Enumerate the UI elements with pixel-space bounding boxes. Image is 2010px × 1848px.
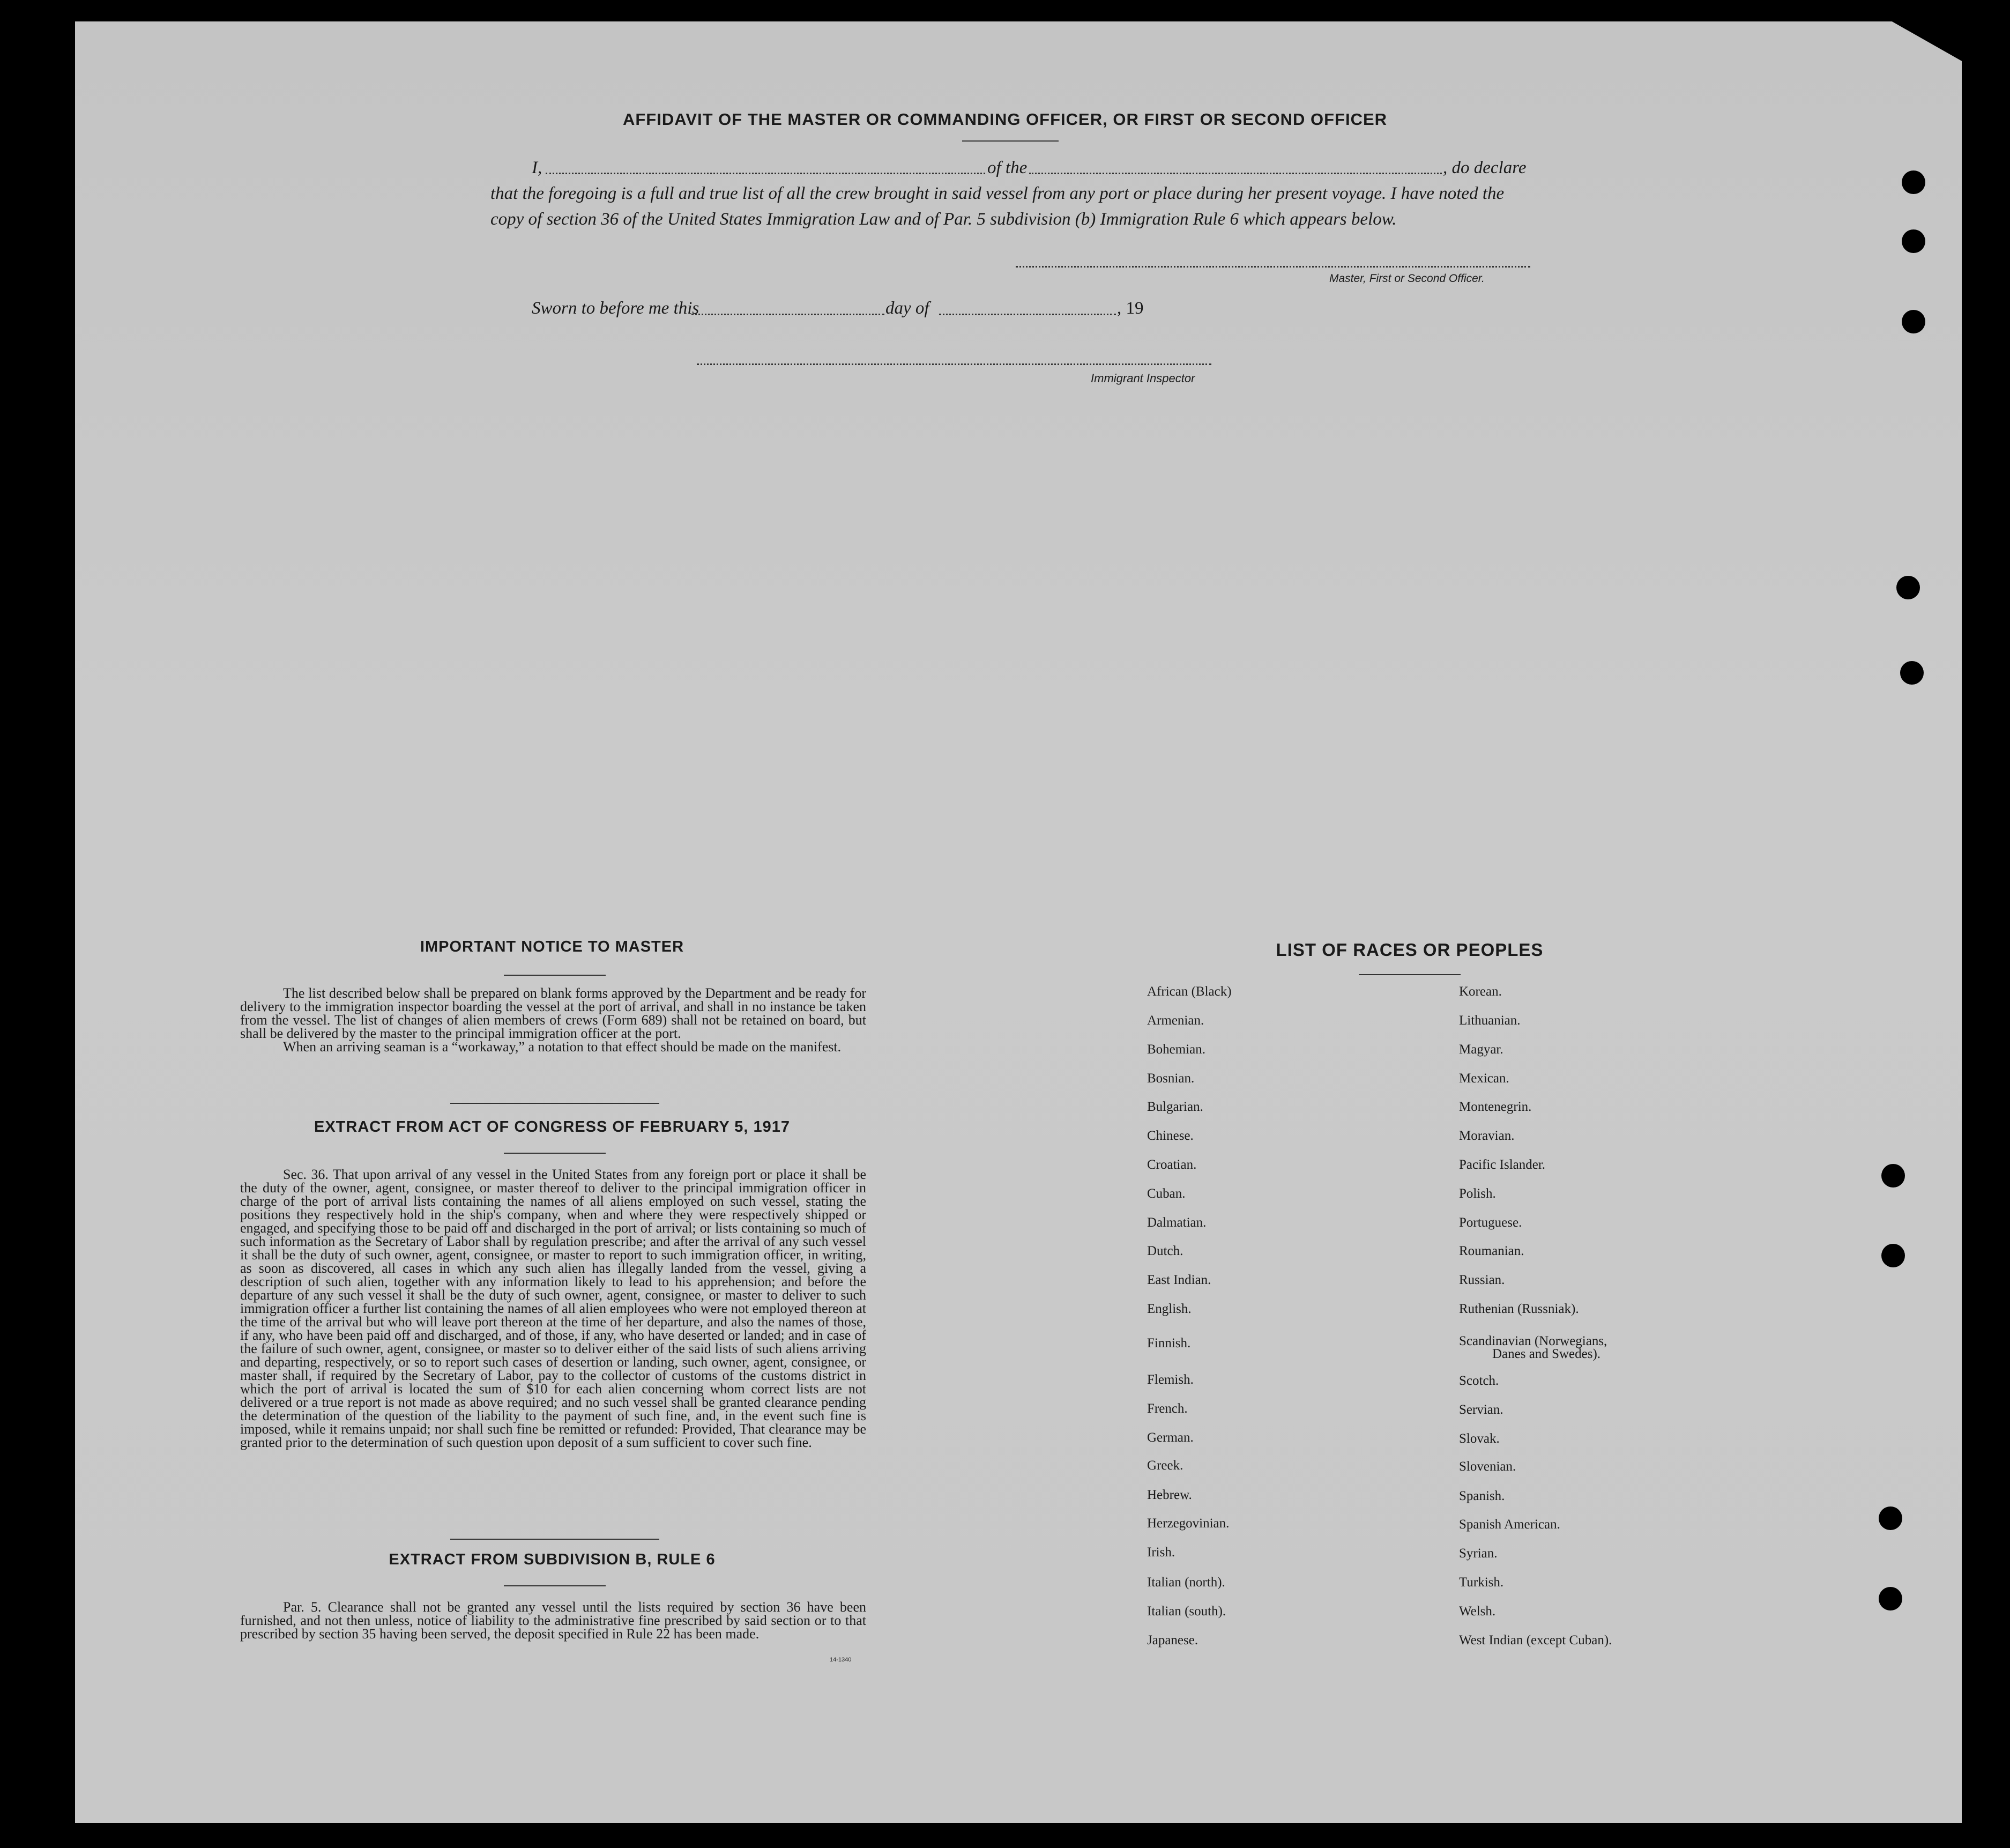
- title-divider: [962, 140, 1059, 142]
- race-item: Spanish.: [1459, 1489, 1505, 1503]
- inspector-signature-field[interactable]: [697, 363, 1211, 365]
- race-item: Dalmatian.: [1147, 1215, 1207, 1230]
- race-item: Herzegovinian.: [1147, 1516, 1230, 1531]
- affidavit-title: AFFIDAVIT OF THE MASTER OR COMMANDING OFFICER, OR FIRST OR SECOND OFFICER: [622, 110, 1388, 129]
- race-item: Slovenian.: [1459, 1459, 1516, 1474]
- race-item: Bohemian.: [1147, 1042, 1206, 1057]
- binder-hole: [1879, 1506, 1902, 1530]
- races-divider: [1359, 974, 1461, 975]
- race-item: Roumanian.: [1459, 1244, 1524, 1258]
- race-item: Chinese.: [1147, 1129, 1194, 1143]
- act-extract-title: EXTRACT FROM ACT OF CONGRESS OF FEBRUARY 5, 1917: [314, 1118, 791, 1135]
- race-item: Pacific Islander.: [1459, 1157, 1546, 1172]
- notice-divider: [504, 975, 606, 976]
- declare-text: , do declare: [1443, 158, 1527, 177]
- declarant-name-field[interactable]: [546, 173, 985, 174]
- race-item: Portuguese.: [1459, 1215, 1522, 1230]
- race-item: Moravian.: [1459, 1129, 1515, 1143]
- race-item: Armenian.: [1147, 1013, 1204, 1028]
- affidavit-line-2: that the foregoing is a full and true list of all the crew brought in said vessel from any port or place during her present voyage. I have noted the: [490, 184, 1505, 203]
- race-item: Italian (north).: [1147, 1575, 1225, 1590]
- race-item: Mexican.: [1459, 1071, 1509, 1086]
- race-item: Japanese.: [1147, 1633, 1198, 1647]
- race-item: Bosnian.: [1147, 1071, 1195, 1086]
- master-signature-label: Master, First or Second Officer.: [1329, 272, 1485, 285]
- race-item: Polish.: [1459, 1186, 1496, 1201]
- race-item: Croatian.: [1147, 1157, 1197, 1172]
- race-item: Turkish.: [1459, 1575, 1504, 1590]
- sworn-prefix: Sworn to before me this: [532, 299, 699, 318]
- rule-extract-text: [240, 1600, 866, 1641]
- sworn-month-field[interactable]: [939, 314, 1116, 315]
- notice-text: [240, 986, 866, 1053]
- race-item: Greek.: [1147, 1458, 1183, 1473]
- race-item: Syrian.: [1459, 1546, 1498, 1561]
- race-item: Russian.: [1459, 1273, 1505, 1287]
- binder-hole: [1902, 170, 1925, 194]
- race-item: Italian (south).: [1147, 1604, 1226, 1619]
- binder-hole: [1881, 1164, 1905, 1188]
- race-item: German.: [1147, 1430, 1194, 1445]
- sworn-day-of: day of: [885, 299, 929, 318]
- notice-paragraph-1: The list described below shall be prepared on blank forms approved by the Department and be ready for delivery to the immigration inspector boarding the vessel at the port of arrival, and shall in no instance be taken from the vessel. The list of changes of alien members of crews (Form 689) shall not be retained on board, but shall be delivered by the master to the principal immigration officer at the port.: [240, 985, 866, 1041]
- race-item: Scandinavian (Norwegians,: [1459, 1334, 1607, 1348]
- race-item: East Indian.: [1147, 1273, 1211, 1287]
- act-extract-text: [240, 1168, 866, 1449]
- race-item: Finnish.: [1147, 1336, 1191, 1350]
- race-item: English.: [1147, 1302, 1192, 1316]
- notice-title: IMPORTANT NOTICE TO MASTER: [420, 938, 684, 955]
- race-item: Slovak.: [1459, 1431, 1500, 1446]
- race-item: Hebrew.: [1147, 1488, 1192, 1502]
- binder-hole: [1902, 229, 1925, 253]
- race-item: Spanish American.: [1459, 1517, 1560, 1532]
- master-signature-field[interactable]: [1016, 266, 1530, 268]
- race-item: Welsh.: [1459, 1604, 1496, 1619]
- race-item: African (Black): [1147, 984, 1232, 999]
- vessel-prefix: of the: [987, 158, 1028, 177]
- section-divider-2: [450, 1539, 659, 1540]
- race-item: Flemish.: [1147, 1372, 1194, 1387]
- act-divider: [504, 1153, 606, 1154]
- binder-hole: [1881, 1244, 1905, 1267]
- binder-hole: [1902, 310, 1925, 333]
- race-item: Korean.: [1459, 984, 1502, 999]
- races-title: LIST OF RACES OR PEOPLES: [1276, 940, 1544, 960]
- par-5-text: Par. 5. Clearance shall not be granted any vessel until the lists required by section 36 have been furnished, and not then unless, notice of liability to the administrative fine prescribed by said section or to that prescribed by section 35 having been served, the deposit specified in Rule 22 has been made.: [240, 1599, 866, 1642]
- sworn-year: , 19: [1117, 299, 1144, 318]
- race-item: Cuban.: [1147, 1186, 1186, 1201]
- notice-paragraph-2: When an arriving seaman is a “workaway,” a notation to that effect should be made on the manifest.: [283, 1039, 842, 1055]
- vessel-name-field[interactable]: [1029, 173, 1442, 174]
- race-item-continuation: Danes and Swedes).: [1492, 1347, 1601, 1361]
- race-item: West Indian (except Cuban).: [1459, 1633, 1612, 1647]
- affidavit-line-3: copy of section 36 of the United States Immigration Law and of Par. 5 subdivision (b) Immigration Rule 6 which appears below.: [490, 210, 1397, 229]
- race-item: Magyar.: [1459, 1042, 1503, 1057]
- rule-divider: [504, 1585, 606, 1586]
- section-36-text: Sec. 36. That upon arrival of any vessel in the United States from any foreign port or place it shall be the duty of the owner, agent, consignee, or master thereof to deliver to the principal immigration officer in charge of the port of arrival lists containing the names of all aliens employed on such vessel, stating the positions they respectively hold in the ship's company, when and where they were respectively shipped or engaged, and specifying those to be paid off and discharged in the port of arrival; or lists containing so much of such information as the Secretary of Labor shall by regulation prescribe; and after the arrival of any such vessel it shall be the duty of such owner, agent, consignee, or master to report to such immigration officer, in writing, as soon as discovered, all cases in which any such alien has illegally landed from the vessel, giving a description of such alien, together with any information likely to lead to his apprehension; and before the departure of any such vessel it shall be the duty of such owner, agent, consignee, or master to deliver to such immigration officer a further list containing the names of all alien employees who were not employed thereon at the time of the arrival but who will leave port thereon at the time of her departure, and also the names of those, if any, who have been paid off and discharged, and of those, if any, who have deserted or landed; and in case of the failure of such owner, agent, consignee, or master so to deliver either of the said lists of such aliens arriving and departing, respectively, or so to report such cases of desertion or landing, such owner, agent, consignee, or master shall, if required by the Secretary of Labor, pay to the collector of customs of the customs district in which the port of arrival is located the sum of $10 for each alien concerning whom correct lists are not delivered or a true report is not made as above required; and no such vessel shall be granted clearance pending the determination of the question of the liability to the payment of such fine, and, in the event such fine is imposed, while it remains unpaid; nor shall such fine be remitted or refunded: Provided, That clearance may be granted prior to the determination of such question upon deposit of a sum sufficient to cover such fine.: [240, 1167, 866, 1450]
- binder-hole: [1879, 1587, 1902, 1610]
- race-item: Servian.: [1459, 1402, 1503, 1417]
- race-item: Ruthenian (Russniak).: [1459, 1302, 1579, 1316]
- race-item: Irish.: [1147, 1545, 1175, 1560]
- sworn-day-field[interactable]: [691, 314, 884, 315]
- section-divider: [450, 1103, 659, 1104]
- rule-extract-title: EXTRACT FROM SUBDIVISION B, RULE 6: [389, 1551, 716, 1568]
- race-item: Dutch.: [1147, 1244, 1183, 1258]
- declarant-prefix: I,: [532, 158, 542, 177]
- binder-hole: [1896, 576, 1920, 599]
- binder-hole: [1900, 661, 1924, 685]
- race-item: Bulgarian.: [1147, 1100, 1203, 1114]
- form-number: 14-1340: [830, 1657, 852, 1663]
- race-item: French.: [1147, 1401, 1188, 1416]
- race-item: Montenegrin.: [1459, 1100, 1532, 1114]
- inspector-label: Immigrant Inspector: [1091, 372, 1195, 385]
- race-item: Scotch.: [1459, 1374, 1499, 1388]
- race-item: Lithuanian.: [1459, 1013, 1521, 1028]
